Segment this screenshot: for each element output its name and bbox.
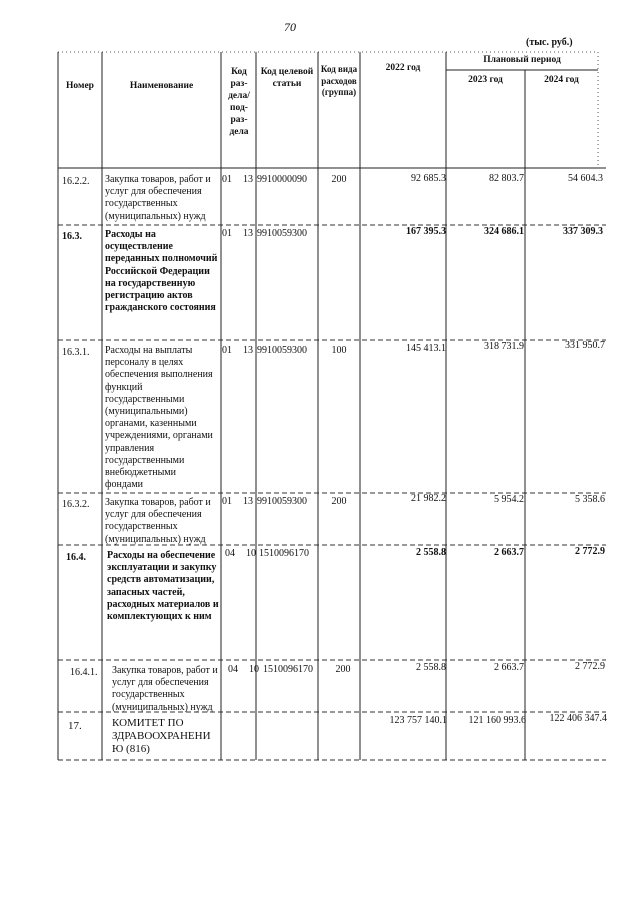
header-year-2024: 2024 год xyxy=(544,75,579,85)
row-subsection: 10 xyxy=(246,548,256,559)
row-expense: 200 xyxy=(331,174,347,185)
header-section-code: Код раз- дела/ под- раз- дела xyxy=(228,67,250,137)
row-name: Расходы на обеспечение эксплуатации и закупку средств автоматизации, запасных частей, расходных материалов и комплектующих к ним xyxy=(107,550,219,623)
header-name: Наименование xyxy=(129,81,194,91)
row-2023: 2 663.7 xyxy=(494,547,524,558)
row-2024: 337 309.3 xyxy=(563,226,603,237)
row-subsection: 13 xyxy=(243,496,253,507)
row-subsection: 10 xyxy=(249,664,259,675)
row-section: 01 xyxy=(222,174,232,185)
row-2024: 2 772.9 xyxy=(575,546,605,557)
row-subsection: 13 xyxy=(243,174,253,185)
row-section: 01 xyxy=(222,228,232,239)
row-name: Закупка товаров, работ и услуг для обеспечения государственных (муниципальных) нужд xyxy=(105,497,211,545)
row-target: 9910059300 xyxy=(257,345,307,356)
row-2024: 122 406 347.4 xyxy=(549,713,607,724)
row-name: КОМИТЕТ ПО ЗДРАВООХРАНЕНИ Ю (816) xyxy=(112,717,211,755)
row-name: Расходы на осуществление переданных полномочий Российской Федерации на государственную регистрацию актов гражданского состояния xyxy=(105,229,218,314)
header-planning-period: Плановый период xyxy=(483,55,561,65)
row-expense: 100 xyxy=(331,345,347,356)
units-label: (тыс. руб.) xyxy=(526,37,573,48)
row-expense: 200 xyxy=(335,664,351,675)
row-target: 9910000090 xyxy=(257,174,307,185)
header-target-code: Код целевой статьи xyxy=(260,67,314,89)
row-subsection: 13 xyxy=(243,228,253,239)
row-number: 16.4. xyxy=(66,552,86,563)
row-2022: 21 982.2 xyxy=(411,493,446,504)
row-number: 17. xyxy=(68,720,82,732)
row-name: Расходы на выплаты персоналу в целях обеспечения выполнения функций государственными (муниципальными) органами, казенными учреждениями, органами управления государственными внебюджетными фондами xyxy=(105,345,213,491)
page-number: 70 xyxy=(284,20,296,34)
row-2024: 5 358.6 xyxy=(575,494,605,505)
header-year-2023: 2023 год xyxy=(468,75,503,85)
row-2024: 54 604.3 xyxy=(568,173,603,184)
row-2022: 123 757 140.1 xyxy=(389,715,447,726)
row-name: Закупка товаров, работ и услуг для обеспечения государственных (муниципальных) нужд xyxy=(112,665,218,713)
row-2023: 121 160 993.6 xyxy=(468,715,526,726)
header-expense-code: Код вида расходов (группа) xyxy=(320,64,358,97)
row-expense: 200 xyxy=(331,496,347,507)
row-2022: 2 558.8 xyxy=(416,547,446,558)
row-2023: 82 803.7 xyxy=(489,173,524,184)
row-section: 01 xyxy=(222,345,232,356)
row-section: 01 xyxy=(222,496,232,507)
row-number: 16.3.1. xyxy=(62,347,90,358)
row-2022: 92 685.3 xyxy=(411,173,446,184)
row-2023: 324 686.1 xyxy=(484,226,524,237)
row-2024: 2 772.9 xyxy=(575,661,605,672)
row-2023: 318 731.9 xyxy=(484,341,524,352)
row-2022: 145 413.1 xyxy=(406,343,446,354)
row-2024: 331 950.7 xyxy=(565,340,605,351)
row-section: 04 xyxy=(225,548,235,559)
row-target: 1510096170 xyxy=(263,664,313,675)
row-target: 1510096170 xyxy=(259,548,309,559)
header-year-2022: 2022 год xyxy=(385,63,421,73)
row-2023: 5 954.2 xyxy=(494,494,524,505)
row-number: 16.3.2. xyxy=(62,499,90,510)
row-2022: 2 558.8 xyxy=(416,662,446,673)
row-number: 16.4.1. xyxy=(70,667,98,678)
row-number: 16.3. xyxy=(62,231,82,242)
row-name: Закупка товаров, работ и услуг для обеспечения государственных (муниципальных) нужд xyxy=(105,174,211,222)
row-2022: 167 395.3 xyxy=(406,226,446,237)
row-target: 9910059300 xyxy=(257,228,307,239)
row-subsection: 13 xyxy=(243,345,253,356)
header-number: Номер xyxy=(66,81,94,91)
row-section: 04 xyxy=(228,664,238,675)
row-number: 16.2.2. xyxy=(62,176,90,187)
row-target: 9910059300 xyxy=(257,496,307,507)
row-2023: 2 663.7 xyxy=(494,662,524,673)
